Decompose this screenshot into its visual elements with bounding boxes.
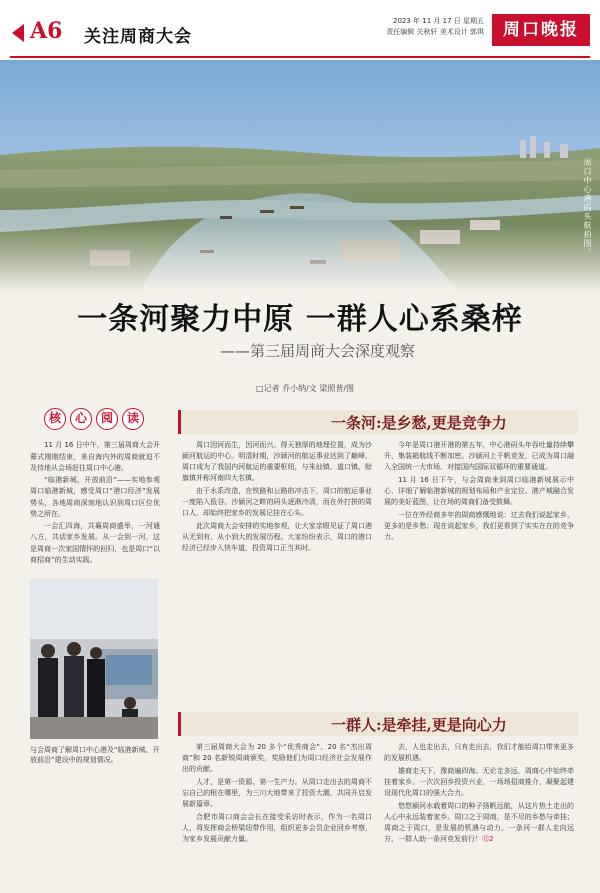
- header-rule: [10, 56, 590, 58]
- date-line: 2023 年 11 月 17 日 星期五: [393, 17, 484, 25]
- article-paragraph: 周口因河而生，因河而兴。得天独厚的地理位置，成为沙颍河航运的中心。明清时期，沙颍河的航运事业达到了巅峰，周口成为了我国内河航运的重要枢纽，与朱仙镇、道口镇、赊旗镇并称河南四大名镇。: [182, 441, 372, 482]
- visitors-photo-illustration: [30, 579, 158, 739]
- article-paragraph: 11 月 16 日下午，与会周商来到周口临港新城展示中心，详细了解临港新城的规划布局和产业定位。港产城融合发展的美好蓝图，让在场的周商们备受鼓舞。: [384, 476, 574, 506]
- aerial-photo-illustration: [0, 60, 600, 292]
- newspaper-logo: 周口晚报: [492, 14, 590, 46]
- section-1-column-1: [182, 440, 372, 700]
- article-paragraph: 今年是周口港开港的第五年，中心港码头年吞吐量持续攀升，集装箱航线不断加密。沙颍河上千帆竞发，已成为周口融入全国统一大市场、对接国内国际双循环的重要通道。: [384, 441, 574, 471]
- visitors-photo-caption: 与会周商了解周口中心港及“临港新城、开放前沿”建设中的规划情况。: [30, 745, 160, 764]
- article-paragraph: 第三届周商大会为 20 多个“优秀商会”、20 名“杰出周商”和 20 名新锐周商颁奖，奖励他们为周口经济社会发展作出的贡献。: [182, 743, 372, 773]
- article-paragraph: 合肥市周口商会会长在接受采访时表示，作为一名周口人，将发挥商会桥梁纽带作用，组织更多会员企业回乡考察，为家乡发展贡献力量。: [182, 813, 372, 843]
- section-2-column-2: [384, 742, 574, 882]
- article-paragraph: 此次周商大会安排的实地参观，让大家亲眼见证了周口港从无到有、从小到大的发展历程。大家纷纷表示，周口的港口经济已经步入快车道，投资周口正当其时。: [182, 522, 372, 552]
- section-title: 关注周商大会: [84, 27, 192, 47]
- article-paragraph: 一位在外经商多年的周商感慨地说：过去我们说起家乡，更多的是乡愁；现在说起家乡，我们更看到了实实在在的竞争力。: [384, 511, 574, 541]
- sub-headline: ——第三届周商大会深度观察: [220, 342, 416, 360]
- closing-paragraph: 悠悠颍河水载着周口的种子扬帆远航，从这片热土走出的人心中永远装着家乡。周口之于周商，是不尽的乡愁与牵挂；周商之于周口，是发展的机遇与动力。一条河一群人走向远方，一群人助一条河竞发前行！: [384, 802, 574, 843]
- photo-caption: 周口中心港码头航拍图。: [583, 158, 592, 257]
- section-1-title: 一条河:是乡愁,更是竞争力: [331, 414, 507, 432]
- section-1-header: [178, 410, 578, 434]
- masthead: [0, 0, 600, 60]
- main-headline: 一条河聚力中原 一群人心系桑梓: [77, 302, 523, 337]
- core-reading-text: [30, 440, 160, 567]
- aerial-port-photo: [0, 60, 600, 292]
- section-1-column-2: [384, 440, 574, 700]
- article-paragraph: 人才，是第一资源、第一生产力。从周口走出去的周商不忘自己的根在哪里，为三川大地带来了投资大潮，共同开启发展新篇章。: [182, 778, 372, 808]
- core-title-char: 阅: [96, 408, 118, 430]
- section-2-title: 一群人:是牵挂,更是向心力: [331, 716, 507, 734]
- page-number: A6: [30, 18, 63, 44]
- sidebar-paragraph: “临港新城，开放前沿”——实地参观周口临港新城，感受周口“港口经济”发展势头，各地周商深刻地认识到周口区位优势之所在。: [30, 475, 160, 518]
- sidebar-paragraph: 一会汇四海，共襄周商盛举，一河通八方，共话家乡发展。从一会到一河，这是周商一次家国情怀的回归，也是周口“以商招商”的生动实践。: [30, 521, 160, 564]
- byline: □记者 乔小纳/文 梁照普/图: [256, 384, 355, 393]
- core-title-char: 心: [70, 408, 92, 430]
- core-title-char: 读: [122, 408, 144, 430]
- core-reading-title: [44, 408, 160, 430]
- headline-block: [0, 292, 600, 378]
- end-mark: ⑫2: [482, 835, 494, 843]
- editors-line: 责任编辑 关秋轩 美术设计 郭琪: [386, 28, 484, 36]
- core-reading-sidebar: [30, 408, 160, 878]
- article-paragraph: [384, 801, 574, 845]
- article-paragraph: 去，人也走出去，只有走出去，我们才能给周口带来更多的发展机遇。: [384, 743, 574, 762]
- core-title-char: 核: [44, 408, 66, 430]
- article-paragraph: 雄商走天下，豫商遍四海。无论走多远，周商心中始终牵挂着家乡。一次次回乡投资兴业，一场场招商推介，凝聚起建设现代化周口的强大合力。: [384, 767, 574, 797]
- page-arrow-icon: [12, 24, 24, 42]
- sidebar-paragraph: 11 月 16 日中午，第三届周商大会开幕式刚刚结束，来自海内外的周商就迫不及待地从会场赶往周口中心港。: [30, 441, 160, 472]
- header-meta: [386, 16, 484, 38]
- article-paragraph: 由于水系改造，在铁路和公路的冲击下，周口的航运事业一度陷入低谷。沙颍河之畔的码头逐渐冷清，而在外打拼的周口人，却始终把家乡的发展记挂在心头。: [182, 487, 372, 517]
- section-2-column-1: [182, 742, 372, 882]
- section-2-header: [178, 712, 578, 736]
- visitors-photo: [30, 579, 158, 739]
